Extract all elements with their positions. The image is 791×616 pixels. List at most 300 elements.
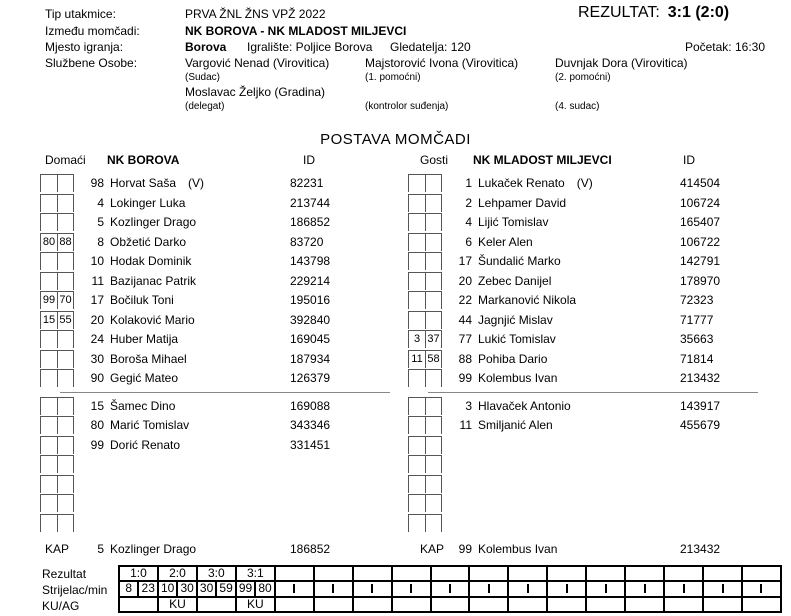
sub-minute-box: [408, 494, 425, 512]
sub-minute-box: [40, 416, 57, 434]
sub-minute-box: [408, 416, 425, 434]
card-minute-box: [57, 194, 74, 212]
kuag-cell: [665, 598, 704, 611]
kuag-cell: [432, 598, 471, 611]
scorer-value: 10: [160, 582, 175, 596]
player-id: 195016: [290, 293, 331, 307]
empty-player-row: [408, 455, 770, 475]
player-number: 4: [97, 195, 104, 210]
player-id: 165407: [680, 215, 721, 229]
kuag-cell: [354, 598, 393, 611]
result-cell: 3:0: [198, 567, 237, 580]
card-minute-box: 55: [57, 311, 74, 329]
scorer-minute-divider: [410, 584, 412, 593]
player-number: 8: [97, 234, 104, 249]
captain-row: [408, 540, 770, 560]
teams-label: Između momčadi:: [45, 24, 140, 38]
scorer-minute-divider: [527, 584, 529, 593]
sub-minute-box: [40, 475, 57, 493]
player-name: Lijić Tomislav: [478, 215, 549, 229]
card-minute-box: [425, 291, 442, 309]
sub-minute-box: 11: [408, 350, 425, 368]
events-result-row: [120, 567, 780, 582]
player-row: [40, 330, 392, 350]
player-name: Kozlinger Drago: [110, 215, 197, 229]
card-minute-box: [425, 416, 442, 434]
home-id-header: ID: [303, 153, 315, 167]
scorer-minute-cell: [626, 582, 665, 595]
card-minute-box: [57, 416, 74, 434]
player-number: 20: [458, 273, 472, 288]
player-number: 17: [458, 254, 472, 268]
kuag-cell: [315, 598, 354, 611]
result-cell: [470, 567, 509, 580]
scorer-minute-cell: [276, 582, 315, 595]
player-id: 455679: [680, 418, 721, 432]
card-minute-box: [425, 272, 442, 290]
player-id: 414504: [680, 176, 721, 190]
kuag-cell: [548, 598, 587, 611]
player-row: [408, 291, 770, 311]
officials-column-assistant1: [365, 56, 518, 114]
sub-minute-box: [40, 213, 57, 231]
teams-value: NK BOROVA - NK MLADOST MILJEVCI: [185, 24, 407, 38]
player-name: Šamec Dino: [110, 398, 176, 413]
captain-id: 213432: [680, 542, 721, 556]
result-cell: [548, 567, 587, 580]
scorer-minute-divider: [722, 584, 724, 593]
home-team-name: NK BOROVA: [107, 153, 180, 167]
player-number: 98: [90, 176, 104, 190]
result-cell: [626, 567, 665, 580]
scorer-minute-divider: [760, 584, 762, 593]
kuag-cell: [393, 598, 432, 611]
player-name: Šundalić Marko: [478, 254, 561, 268]
player-row: [408, 272, 770, 292]
player-row: [408, 350, 770, 370]
sub-minute-box: [40, 436, 57, 454]
empty-player-row: [408, 494, 770, 514]
captain-id: 186852: [290, 542, 331, 556]
kuag-cell: KU: [159, 598, 198, 611]
sub-minute-box: [408, 233, 425, 251]
player-number: 80: [90, 418, 104, 432]
card-minute-box: [57, 174, 74, 192]
scorer-minute-cell: [393, 582, 432, 595]
player-number: 99: [458, 371, 472, 385]
result-cell: [587, 567, 626, 580]
result-label: REZULTAT:: [578, 4, 660, 21]
official-name: Majstorović Ivona (Virovitica): [365, 56, 519, 70]
card-minute-box: [425, 494, 442, 512]
card-minute-box: [57, 213, 74, 231]
captain-name: Kolembus Ivan: [478, 542, 558, 556]
official-name: [365, 85, 518, 100]
kuag-cell: [704, 598, 743, 611]
player-name: Hodak Dominik: [110, 254, 192, 268]
scorer-minute-cell: [159, 582, 198, 595]
kuag-cell: [509, 598, 548, 611]
scorer-minute-cell: [120, 582, 159, 595]
captain-row: [40, 540, 392, 560]
player-name: Horvat Saša (V): [110, 176, 205, 190]
player-id: 343346: [290, 418, 331, 432]
player-row: [40, 369, 392, 389]
sub-minute-box: [408, 397, 425, 415]
card-minute-box: [57, 475, 74, 493]
player-row: [40, 397, 392, 417]
result-value: 3:1 (2:0): [667, 4, 730, 21]
official-role: (4. sudac): [555, 101, 600, 112]
scorer-minute-divider: [488, 584, 490, 593]
kuag-cell: [626, 598, 665, 611]
sub-minute-box: 15: [40, 311, 57, 329]
card-minute-box: 88: [57, 233, 74, 251]
player-row: [408, 213, 770, 233]
minute-value: 30: [180, 582, 194, 596]
attendance: Gledatelja: 120: [390, 40, 471, 54]
player-row: [40, 213, 392, 233]
kuag-cell: [120, 598, 159, 611]
player-id: 106722: [680, 234, 721, 249]
scorer-minute-cell: [354, 582, 393, 595]
sub-minute-box: [40, 397, 57, 415]
card-minute-box: [425, 233, 442, 251]
sub-minute-box: [408, 252, 425, 270]
player-row: [408, 194, 770, 214]
official-role: (2. pomoćni): [555, 72, 611, 83]
sub-minute-box: [40, 514, 57, 532]
minute-value: 59: [219, 582, 233, 596]
result-cell: [432, 567, 471, 580]
scorer-minute-divider: [644, 584, 646, 593]
officials-column-assistant2: [555, 56, 688, 114]
sub-minute-box: [408, 436, 425, 454]
empty-player-row: [40, 514, 392, 534]
player-number: 22: [458, 293, 472, 307]
lineup-section-title: POSTAVA MOMČADI: [320, 131, 471, 148]
player-name: Bočiluk Toni: [110, 293, 174, 307]
player-row: [408, 330, 770, 350]
official-name: Moslavac Željko (Gradina): [185, 85, 326, 99]
player-row: [40, 252, 392, 272]
player-number: 77: [458, 332, 472, 346]
official-role: (Sudac): [185, 72, 221, 83]
player-row: [40, 174, 392, 194]
card-minute-box: [57, 397, 74, 415]
official-name: [555, 85, 688, 100]
card-minute-box: [57, 494, 74, 512]
player-name: Bazijanac Patrik: [110, 273, 197, 288]
match-type-value: PRVA ŽNL ŽNS VPŽ 2022: [185, 7, 326, 21]
scorer-minute-cell: [237, 582, 276, 595]
card-minute-box: [425, 475, 442, 493]
kuag-cell: [587, 598, 626, 611]
card-minute-box: [57, 436, 74, 454]
player-name: Lokinger Luka: [110, 195, 186, 210]
player-number: 11: [459, 418, 472, 432]
player-name: Huber Matija: [110, 332, 179, 346]
player-row: [408, 416, 770, 436]
player-number: 20: [90, 312, 104, 327]
sub-minute-box: 80: [40, 233, 57, 251]
scorer-minute-cell: [587, 582, 626, 595]
player-id: 169088: [290, 398, 331, 413]
result-cell: [665, 567, 704, 580]
player-name: Gegić Mateo: [110, 371, 179, 385]
scorer-value: 99: [238, 582, 253, 596]
captain-number: 5: [97, 542, 104, 556]
empty-player-row: [408, 436, 770, 456]
empty-player-row: [408, 475, 770, 495]
card-minute-box: [425, 174, 442, 192]
home-side-label: Domaći: [45, 153, 86, 167]
sub-minute-box: [408, 369, 425, 387]
events-row-label-result: Rezultat: [42, 567, 87, 581]
player-row: [40, 436, 392, 456]
player-name: Hlavaček Antonio: [478, 398, 571, 413]
player-number: 10: [90, 254, 104, 268]
minute-value: 80: [258, 582, 272, 596]
player-number: 11: [91, 273, 104, 288]
result-cell: [393, 567, 432, 580]
player-id: 71814: [680, 351, 714, 366]
kickoff-time: Početak: 16:30: [684, 40, 765, 54]
scorer-minute-divider: [449, 584, 451, 593]
player-id: 178970: [680, 273, 721, 288]
sub-minute-box: [40, 330, 57, 348]
captain-number: 99: [458, 542, 472, 556]
player-name: Dorić Renato: [110, 437, 181, 452]
result-cell: 1:0: [120, 567, 159, 580]
home-roster: [40, 174, 392, 560]
player-number: 30: [90, 351, 104, 366]
result-line: [578, 4, 729, 22]
player-number: 88: [458, 351, 472, 366]
card-minute-box: [425, 436, 442, 454]
player-id: 35663: [680, 332, 714, 346]
official-name: Duvnjak Dora (Virovitica): [555, 56, 688, 70]
card-minute-box: [425, 311, 442, 329]
scorer-value: 30: [199, 582, 214, 596]
player-row: [408, 369, 770, 389]
sub-minute-box: [408, 514, 425, 532]
player-name: Markanović Nikola: [478, 293, 577, 307]
card-minute-box: [57, 369, 74, 387]
card-minute-box: [425, 194, 442, 212]
kuag-cell: KU: [237, 598, 276, 611]
sub-minute-box: [40, 455, 57, 473]
player-number: 15: [90, 398, 104, 413]
sub-minute-box: [408, 174, 425, 192]
player-number: 3: [465, 398, 472, 413]
sub-minute-box: [40, 252, 57, 270]
player-name: Zebec Danijel: [478, 273, 552, 288]
empty-player-row: [40, 475, 392, 495]
player-name: Smiljanić Alen: [478, 418, 553, 432]
scorer-minute-cell: [665, 582, 704, 595]
player-name: Kolaković Mario: [110, 312, 195, 327]
player-number: 2: [465, 195, 472, 210]
player-id: 213432: [680, 371, 721, 385]
player-id: 143917: [680, 398, 721, 413]
player-row: [40, 311, 392, 331]
player-row: [408, 311, 770, 331]
player-number: 24: [90, 332, 104, 346]
card-minute-box: [57, 514, 74, 532]
sub-minute-box: [408, 213, 425, 231]
kuag-cell: [198, 598, 237, 611]
player-row: [408, 252, 770, 272]
player-row: [40, 194, 392, 214]
roster-divider: [428, 392, 758, 393]
player-number: 6: [465, 234, 472, 249]
kuag-cell: [276, 598, 315, 611]
result-cell: [354, 567, 393, 580]
card-minute-box: 70: [57, 291, 74, 309]
venue-ground: Igralište: Poljice Borova: [247, 40, 373, 54]
scorer-value: 8: [125, 582, 133, 596]
scorer-minute-cell: [509, 582, 548, 595]
player-name: Lukaček Renato (V): [478, 176, 593, 190]
official-role: (kontrolor suđenja): [365, 101, 449, 112]
player-id: 392840: [290, 312, 331, 327]
events-row-label-kuag: KU/AG: [42, 599, 80, 613]
roster-divider: [60, 392, 390, 393]
player-id: 71777: [680, 312, 714, 327]
kuag-cell: [743, 598, 780, 611]
result-cell: 2:0: [159, 567, 198, 580]
scorer-minute-divider: [566, 584, 568, 593]
empty-player-row: [408, 514, 770, 534]
player-number: 17: [90, 293, 104, 307]
player-row: [40, 291, 392, 311]
sub-minute-box: [408, 291, 425, 309]
player-id: 72323: [680, 293, 714, 307]
player-id: 229214: [290, 273, 331, 288]
scorer-minute-cell: [470, 582, 509, 595]
sub-minute-box: 3: [408, 330, 425, 348]
player-name: Kolembus Ivan: [478, 371, 558, 385]
sub-minute-box: [40, 350, 57, 368]
sub-minute-box: [408, 311, 425, 329]
captain-label: KAP: [45, 542, 70, 556]
card-minute-box: [425, 213, 442, 231]
scorer-minute-cell: [743, 582, 780, 595]
scorer-minute-cell: [315, 582, 354, 595]
player-number: 44: [458, 312, 472, 327]
scorer-minute-divider: [332, 584, 334, 593]
card-minute-box: [57, 455, 74, 473]
scorer-minute-cell: [198, 582, 237, 595]
card-minute-box: [425, 514, 442, 532]
card-minute-box: [57, 350, 74, 368]
scorer-minute-cell: [432, 582, 471, 595]
card-minute-box: [57, 252, 74, 270]
card-minute-box: [425, 252, 442, 270]
sub-minute-box: [40, 174, 57, 192]
sub-minute-box: [40, 494, 57, 512]
player-row: [40, 272, 392, 292]
player-id: 82231: [290, 176, 324, 190]
scorer-minute-divider: [293, 584, 295, 593]
card-minute-box: 37: [425, 330, 442, 348]
player-id: 187934: [290, 351, 331, 366]
player-id: 126379: [290, 371, 331, 385]
player-number: 1: [465, 176, 472, 190]
events-scorer-row: [120, 582, 780, 597]
player-row: [408, 397, 770, 417]
result-cell: 3:1: [237, 567, 276, 580]
card-minute-box: [425, 369, 442, 387]
player-row: [408, 233, 770, 253]
sub-minute-box: [408, 455, 425, 473]
result-cell: [509, 567, 548, 580]
player-number: 90: [90, 371, 104, 385]
sub-minute-box: [408, 194, 425, 212]
officials-label: Službene Osobe:: [45, 56, 138, 70]
venue-label: Mjesto igranja:: [45, 40, 124, 54]
player-id: 106724: [680, 195, 721, 210]
scorer-minute-cell: [704, 582, 743, 595]
match-type-label: Tip utakmice:: [45, 7, 116, 21]
captain-name: Kozlinger Drago: [110, 542, 197, 556]
sub-minute-box: [40, 272, 57, 290]
player-row: [408, 174, 770, 194]
result-cell: [704, 567, 743, 580]
player-row: [40, 416, 392, 436]
card-minute-box: [57, 330, 74, 348]
scorer-minute-divider: [683, 584, 685, 593]
kuag-cell: [470, 598, 509, 611]
player-name: Boroša Mihael: [110, 351, 187, 366]
player-id: 213744: [290, 195, 331, 210]
player-name: Pohiba Dario: [478, 351, 548, 366]
scorer-minute-divider: [371, 584, 373, 593]
sub-minute-box: [40, 369, 57, 387]
player-id: 83720: [290, 234, 324, 249]
result-cell: [743, 567, 780, 580]
sub-minute-box: [408, 272, 425, 290]
player-row: [40, 233, 392, 253]
result-cell: [276, 567, 315, 580]
captain-label: KAP: [420, 542, 445, 556]
player-name: Lehpamer David: [478, 195, 567, 210]
player-name: Marić Tomislav: [110, 418, 190, 432]
scorer-minute-divider: [605, 584, 607, 593]
card-minute-box: [57, 272, 74, 290]
player-id: 186852: [290, 215, 331, 229]
player-name: Obžetić Darko: [110, 234, 187, 249]
official-name: Vargović Nenad (Virovitica): [185, 56, 330, 70]
player-id: 331451: [290, 437, 331, 452]
card-minute-box: [425, 397, 442, 415]
player-number: 4: [465, 215, 472, 229]
player-name: Jagnjić Mislav: [478, 312, 553, 327]
player-id: 142791: [680, 254, 721, 268]
events-row-label-scorer: Strijelac/min: [42, 583, 108, 597]
player-name: Keler Alen: [478, 234, 533, 249]
venue-city: Borova: [185, 40, 227, 54]
card-minute-box: 58: [425, 350, 442, 368]
away-side-label: Gosti: [420, 153, 449, 167]
events-kuag-row: [120, 598, 780, 611]
officials-column-referee: [185, 56, 329, 114]
empty-player-row: [40, 455, 392, 475]
official-role: (delegat): [185, 101, 225, 112]
minute-value: 23: [141, 582, 155, 596]
sub-minute-box: 99: [40, 291, 57, 309]
